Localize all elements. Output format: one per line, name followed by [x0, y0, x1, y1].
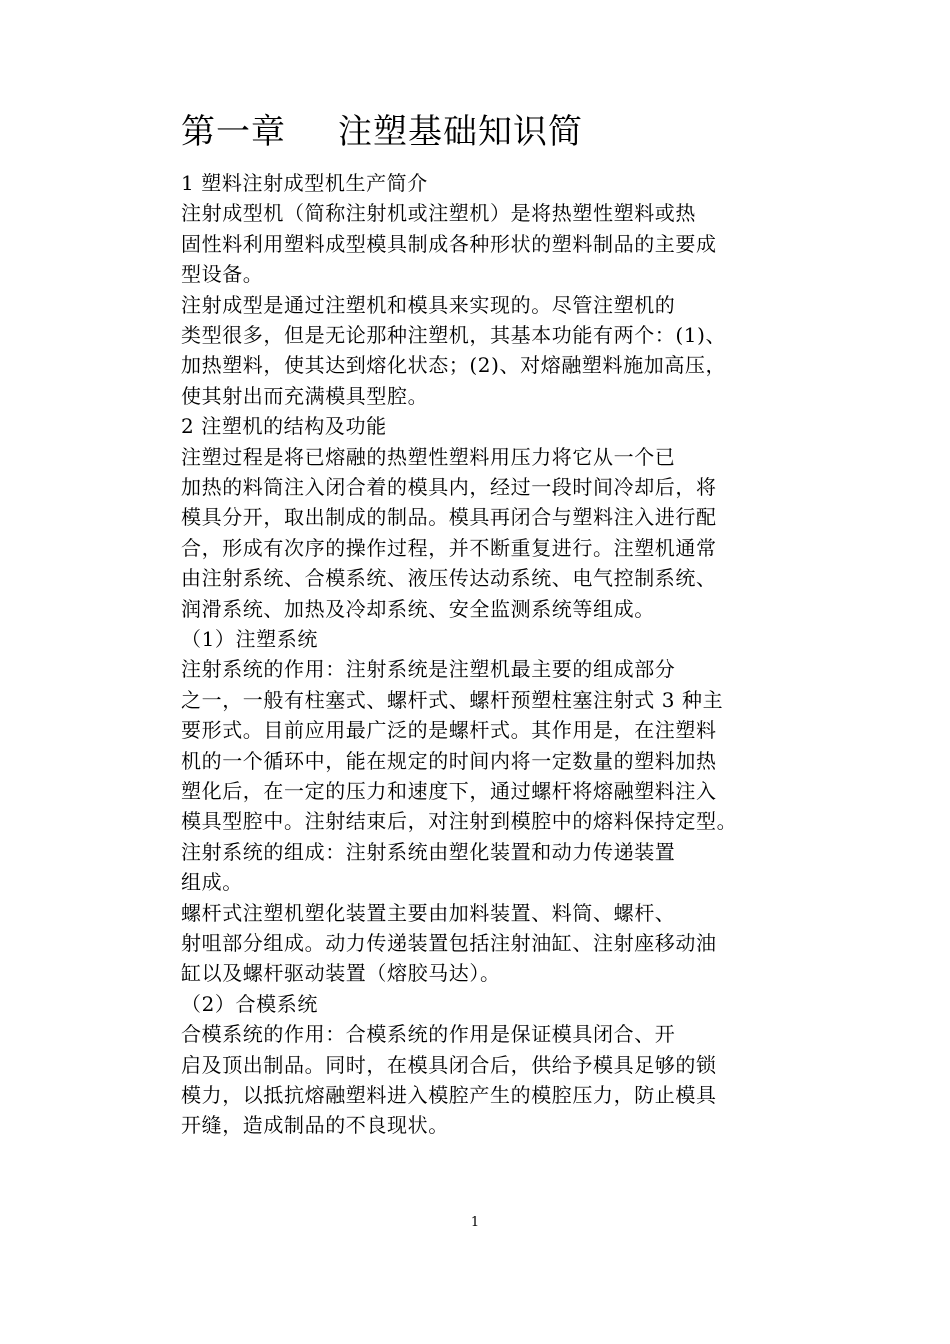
text-line: 2 注塑机的结构及功能: [181, 414, 387, 439]
text-line: 合模系统的作用：合模系统的作用是保证模具闭合、开: [181, 1022, 676, 1047]
chapter-number: 第一章: [181, 112, 286, 152]
text-line: （1）注塑系统: [181, 627, 318, 651]
text-line: 润滑系统、加热及冷却系统、安全监测系统等组成。: [181, 596, 655, 621]
text-line: 机的一个循环中，能在规定的时间内将一定数量的塑料加热: [181, 748, 717, 773]
text-line: （2）合模系统: [181, 991, 318, 1016]
text-line: 射咀部分组成。动力传递装置包括注射油缸、注射座移动油: [181, 931, 717, 955]
text-line: 1 塑料注射成型机生产简介: [181, 171, 428, 195]
text-line: 注射系统的组成：注射系统由塑化装置和动力传递装置: [181, 839, 676, 864]
text-line: 注塑过程是将已熔融的热塑性塑料用压力将它从一个已: [181, 444, 676, 469]
text-line: 塑化后，在一定的压力和速度下，通过螺杆将熔融塑料注入: [181, 779, 717, 803]
text-line: 模具型腔中。注射结束后，对注射到模腔中的熔料保持定型。: [181, 809, 738, 834]
text-line: 注射成型机（简称注射机或注塑机）是将热塑性塑料或热: [181, 201, 696, 226]
page-number: 1: [470, 1215, 480, 1230]
text-line: 之一，一般有柱塞式、螺杆式、螺杆预塑柱塞注射式 3 种主: [181, 687, 724, 712]
text-line: 由注射系统、合模系统、液压传达动系统、电气控制系统、: [181, 566, 717, 591]
text-line: 启及顶出制品。同时，在模具闭合后，供给予模具足够的锁: [181, 1052, 717, 1077]
text-line: 使其射出而充满模具型腔。: [181, 383, 429, 408]
text-line: 型设备。: [181, 262, 264, 287]
text-line: 加热的料筒注入闭合着的模具内，经过一段时间冷却后，将: [181, 475, 717, 499]
text-line: 模具分开，取出制成的制品。模具再闭合与塑料注入进行配: [181, 505, 717, 530]
text-line: 注射系统的作用：注射系统是注塑机最主要的组成部分: [181, 657, 676, 682]
text-line: 加热塑料，使其达到熔化状态；(2)、对熔融塑料施加高压，: [181, 353, 727, 378]
text-line: 合，形成有次序的操作过程，并不断重复进行。注塑机通常: [181, 535, 717, 560]
text-line: 螺杆式注塑机塑化装置主要由加料装置、料筒、螺杆、: [181, 900, 676, 925]
text-line: 类型很多，但是无论那种注塑机，其基本功能有两个：(1)、: [181, 323, 727, 347]
chapter-name: 注塑基础知识简: [338, 112, 583, 152]
chapter-title: [181, 106, 583, 158]
text-line: 组成。: [181, 870, 243, 895]
text-line: 模力，以抵抗熔融塑料进入模腔产生的模腔压力，防止模具: [181, 1083, 717, 1107]
text-line: 固性料利用塑料成型模具制成各种形状的塑料制品的主要成: [181, 231, 717, 256]
text-line: 注射成型是通过注塑机和模具来实现的。尽管注塑机的: [181, 292, 676, 317]
text-line: 开缝，造成制品的不良现状。: [181, 1113, 449, 1138]
text-line: 缸以及螺杆驱动装置（熔胶马达）。: [181, 961, 501, 986]
text-line: 要形式。目前应用最广泛的是螺杆式。其作用是，在注塑料: [181, 718, 717, 743]
